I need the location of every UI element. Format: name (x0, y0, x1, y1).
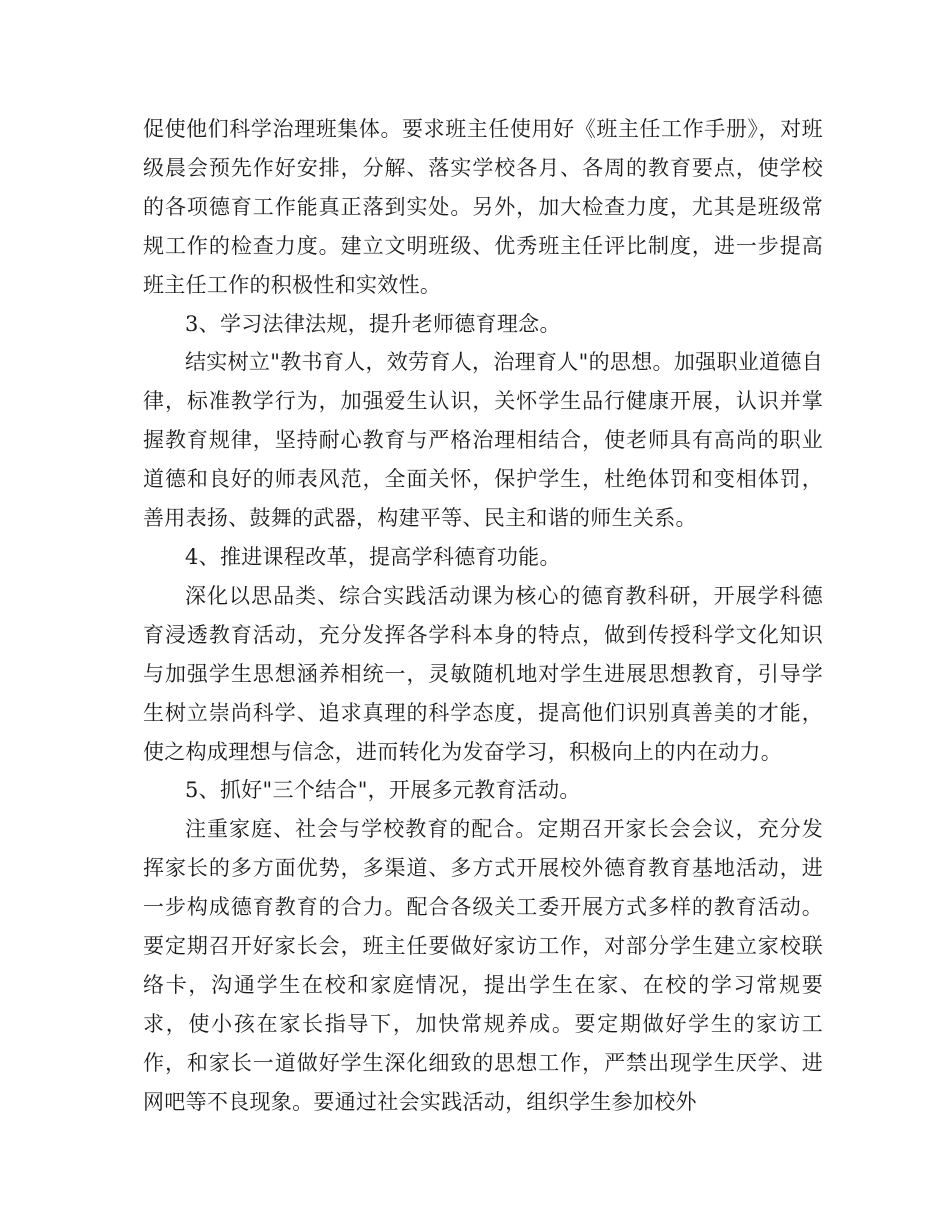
section-heading-5: 5、抓好"三个结合"，开展多元教育活动。 (185, 778, 581, 803)
paragraph: 深化以思品类、综合实践活动课为核心的德育教科研，开展学科德育浸透教育活动，充分发挥各学科本身的特点，做到传授科学文化知识与加强学生思想涵养相统一，灵敏随机地对学生进展思想教育，引导学生树立崇尚科学、追求真理的科学态度，提高他们识别真善美的才能，使之构成理想与信念，进而转化为发奋学习，积极向上的内在动力。 (143, 583, 823, 764)
document-body (143, 110, 823, 1122)
section-heading-3: 3、学习法律法规，提升老师德育理念。 (185, 311, 561, 336)
paragraph: 结实树立"教书育人，效劳育人，治理育人"的思想。加强职业道德自律，标准教学行为，加强爱生认识，关怀学生品行健康开展，认识并掌握教育规律，坚持耐心教育与严格治理相结合，使老师具有高尚的职业道德和良好的师表风范，全面关怀，保护学生，杜绝体罚和变相体罚，善用表扬、鼓舞的武器，构建平等、民主和谐的师生关系。 (143, 350, 823, 531)
paragraph: 注重家庭、社会与学校教育的配合。定期召开家长会会议，充分发挥家长的多方面优势，多渠道、多方式开展校外德育教育基地活动，进一步构成德育教育的合力。配合各级关工委开展方式多样的教育活动。要定期召开好家长会，班主任要做好家访工作，对部分学生建立家校联络卡，沟通学生在校和家庭情况，提出学生在家、在校的学习常规要求，使小孩在家长指导下，加快常规养成。要定期做好学生的家访工作，和家长一道做好学生深化细致的思想工作，严禁出现学生厌学、进网吧等不良现象。要通过社会实践活动，组织学生参加校外 (143, 817, 823, 1114)
paragraph-continuation: 促使他们科学治理班集体。要求班主任使用好《班主任工作手册》，对班级晨会预先作好安排，分解、落实学校各月、各周的教育要点，使学校的各项德育工作能真正落到实处。另外，加大检查力度，尤其是班级常规工作的检查力度。建立文明班级、优秀班主任评比制度，进一步提高班主任工作的积极性和实效性。 (143, 117, 823, 297)
section-heading-4: 4、推进课程改革，提高学科德育功能。 (185, 544, 561, 569)
